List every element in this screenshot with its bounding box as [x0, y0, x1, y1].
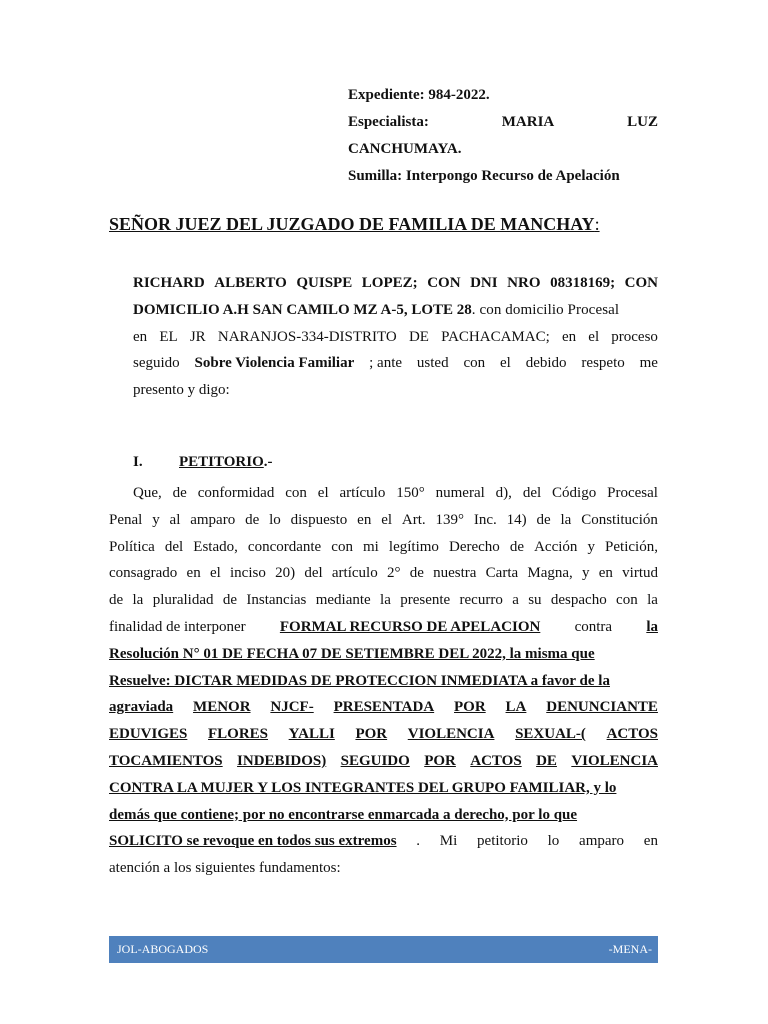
word: a — [512, 592, 519, 609]
word: del — [164, 538, 184, 555]
word: en — [598, 565, 613, 582]
word: VIOLENCIA — [571, 752, 658, 769]
word: 14) — [506, 511, 527, 528]
word: y — [152, 511, 160, 528]
word: me — [639, 355, 658, 372]
word: Acción — [534, 538, 578, 555]
word: mi — [363, 538, 379, 555]
petitorio-text: la — [646, 618, 658, 635]
word: LA — [505, 699, 527, 716]
word: recurro — [459, 592, 503, 609]
word: SEXUAL-( — [515, 726, 586, 743]
intro-line: presento y digo: — [133, 382, 230, 399]
word: TOCAMIENTOS — [109, 752, 223, 769]
case-header — [348, 82, 658, 190]
word: legítimo — [388, 538, 439, 555]
word: su — [528, 592, 542, 609]
word: PACHACAMAC; — [441, 328, 550, 345]
word: Magna, — [527, 565, 573, 582]
word: Petición, — [605, 538, 658, 555]
word: CON — [427, 275, 461, 291]
word: el — [500, 355, 511, 372]
word: en — [643, 833, 658, 850]
word: el — [209, 565, 221, 582]
petitorio-line — [109, 614, 658, 641]
word: de — [536, 511, 551, 528]
word: 139° — [435, 511, 464, 528]
word: el — [317, 485, 329, 501]
footer-right: -MENA- — [608, 942, 652, 956]
word: ACTOS — [606, 726, 658, 743]
word: inciso — [230, 565, 266, 582]
word: DE — [536, 752, 557, 769]
petitorio-line — [109, 560, 658, 587]
word: consagrado — [109, 565, 178, 582]
word: EDUVIGES — [109, 726, 188, 743]
petitorio-line — [109, 694, 658, 721]
word: respeto — [581, 355, 625, 372]
word: CON — [624, 275, 658, 291]
word: Mi — [439, 833, 458, 850]
intro-word: seguido — [133, 355, 180, 372]
word: Código — [552, 485, 597, 501]
word: en — [357, 511, 372, 528]
word: y — [587, 538, 595, 555]
word: pluralidad — [152, 592, 214, 609]
word: artículo — [339, 485, 386, 501]
word: POR — [424, 752, 456, 769]
word: Instancias — [246, 592, 307, 609]
word: en — [133, 328, 148, 345]
word: con — [285, 485, 307, 501]
section-number: I. — [133, 454, 143, 470]
word: POR — [355, 726, 388, 743]
addressee-colon: : — [594, 214, 600, 234]
section-title: PETITORIO — [179, 454, 264, 470]
petitorio-line — [109, 721, 658, 748]
word: YALLI — [288, 726, 335, 743]
word: LOPEZ; — [361, 275, 418, 291]
word: DE — [408, 328, 429, 345]
word: con — [331, 538, 353, 555]
intro-line — [133, 350, 658, 377]
intro-line — [133, 324, 658, 351]
word: de — [222, 592, 238, 609]
word: 2° — [386, 565, 401, 582]
word: QUISPE — [296, 275, 353, 291]
word: . — [416, 833, 421, 850]
petitorio-line: Resolución N° 01 DE FECHA 07 DE SETIEMBRE DEL 2022, la misma que — [109, 645, 595, 662]
sumilla-line: Sumilla: Interpongo Recurso de Apelación — [348, 168, 620, 184]
word: la — [560, 511, 572, 528]
word: Derecho — [448, 538, 500, 555]
word: debido — [525, 355, 567, 372]
word: RICHARD — [133, 275, 205, 291]
especialista-label: Especialista: — [348, 114, 429, 130]
word: la — [380, 592, 391, 609]
word: conformidad — [197, 485, 275, 501]
word: MENOR — [193, 699, 251, 716]
word: artículo — [331, 565, 378, 582]
word: usted — [416, 355, 449, 372]
petitorio-line — [109, 534, 658, 561]
word: Procesal — [607, 485, 658, 501]
word: con — [463, 355, 486, 372]
word: Carta — [485, 565, 519, 582]
word: DNI — [470, 275, 498, 291]
petitorio-line: Resuelve: DICTAR MEDIDAS DE PROTECCION INMEDIATA a favor de la — [109, 672, 610, 689]
addressee-heading — [109, 214, 669, 235]
word: virtud — [622, 565, 658, 582]
petitorio-recurso: FORMAL RECURSO DE APELACION — [279, 618, 541, 635]
word: Inc. — [473, 511, 497, 528]
intro-line — [133, 270, 658, 297]
word: lo — [547, 833, 560, 850]
word: proceso — [611, 328, 658, 345]
word: amparo — [579, 833, 625, 850]
word: en — [186, 565, 201, 582]
word: el — [588, 328, 600, 345]
intro-domicilio-procesal: . con domicilio Procesal — [471, 301, 620, 318]
footer-left: JOL-ABOGADOS — [117, 942, 209, 956]
word: Política — [109, 538, 155, 555]
section-suffix: .- — [263, 454, 273, 470]
word: Estado, — [193, 538, 238, 555]
petitorio-paragraph — [109, 480, 658, 882]
intro-paragraph — [133, 270, 658, 404]
word: nuestra — [433, 565, 477, 582]
especialista-second: LUZ — [627, 114, 658, 130]
petitorio-line — [109, 507, 658, 534]
petitorio-solicito: SOLICITO se revoque en todos sus extremos — [109, 833, 397, 850]
word: dispuesto — [290, 511, 348, 528]
word: Que, — [133, 485, 162, 501]
word: DENUNCIANTE — [546, 699, 658, 716]
addressee-text: SEÑOR JUEZ DEL JUZGADO DE FAMILIA DE MANCHAY — [109, 214, 595, 234]
word: presente — [400, 592, 451, 609]
word: al — [169, 511, 181, 528]
especialista-first: MARIA — [501, 114, 555, 130]
word: INDEBIDOS) — [237, 752, 327, 769]
petitorio-text: contra — [574, 618, 613, 635]
intro-sobre-violencia: Sobre Violencia Familiar — [194, 355, 355, 372]
word: de — [509, 538, 525, 555]
word: 150° — [396, 485, 425, 501]
word: Constitución — [581, 511, 658, 528]
word: agraviada — [109, 699, 174, 716]
petitorio-line — [109, 587, 658, 614]
word: POR — [454, 699, 486, 716]
word: FLORES — [208, 726, 269, 743]
word: PRESENTADA — [333, 699, 435, 716]
petitorio-line — [109, 828, 658, 855]
petitorio-line: atención a los siguientes fundamentos: — [109, 860, 341, 877]
word: de — [109, 592, 124, 609]
word: NJCF- — [270, 699, 314, 716]
word: del — [304, 565, 323, 582]
word: del — [522, 485, 542, 501]
word: Penal — [109, 511, 143, 528]
word: la — [647, 592, 658, 609]
word: y — [582, 565, 590, 582]
word: concordante — [247, 538, 322, 555]
intro-line — [133, 297, 658, 324]
word: amparo — [190, 511, 236, 528]
petitorio-line: CONTRA LA MUJER Y LOS INTEGRANTES DEL GRUPO FAMILIAR, y lo — [109, 779, 617, 796]
word: de — [245, 511, 260, 528]
word: petitorio — [477, 833, 528, 850]
word: en — [561, 328, 577, 345]
word: la — [132, 592, 144, 609]
word: NRO — [507, 275, 541, 291]
word: NARANJOS-334-DISTRITO — [217, 328, 397, 345]
word: numeral — [435, 485, 485, 501]
word: el — [381, 511, 393, 528]
word: Art. — [401, 511, 426, 528]
intro-domicilio: DOMICILIO A.H SAN CAMILO MZ A-5, LOTE 28 — [133, 301, 472, 318]
footer-bar — [109, 936, 658, 963]
word: SEGUIDO — [340, 752, 410, 769]
word: ; ante — [369, 355, 403, 372]
word: 08318169; — [550, 275, 616, 291]
especialista-line — [348, 109, 658, 136]
petitorio-text: finalidad de interponer — [109, 618, 246, 635]
word: mediante — [315, 592, 371, 609]
word: VIOLENCIA — [407, 726, 495, 743]
word: con — [616, 592, 638, 609]
petitorio-line — [109, 480, 658, 507]
word: ALBERTO — [214, 275, 287, 291]
word: JR — [189, 328, 206, 345]
word: d), — [495, 485, 512, 501]
especialista-last: CANCHUMAYA. — [348, 141, 462, 157]
petitorio-line: demás que contiene; por no encontrarse enmarcada a derecho, por lo que — [109, 806, 578, 823]
petitorio-line — [109, 748, 658, 775]
word: lo — [269, 511, 281, 528]
section-heading — [133, 454, 273, 471]
word: EL — [159, 328, 178, 345]
word: despacho — [550, 592, 607, 609]
expediente-line: Expediente: 984-2022. — [348, 87, 490, 103]
word: ACTOS — [470, 752, 522, 769]
word: de — [409, 565, 424, 582]
word: 20) — [275, 565, 296, 582]
word: de — [172, 485, 187, 501]
